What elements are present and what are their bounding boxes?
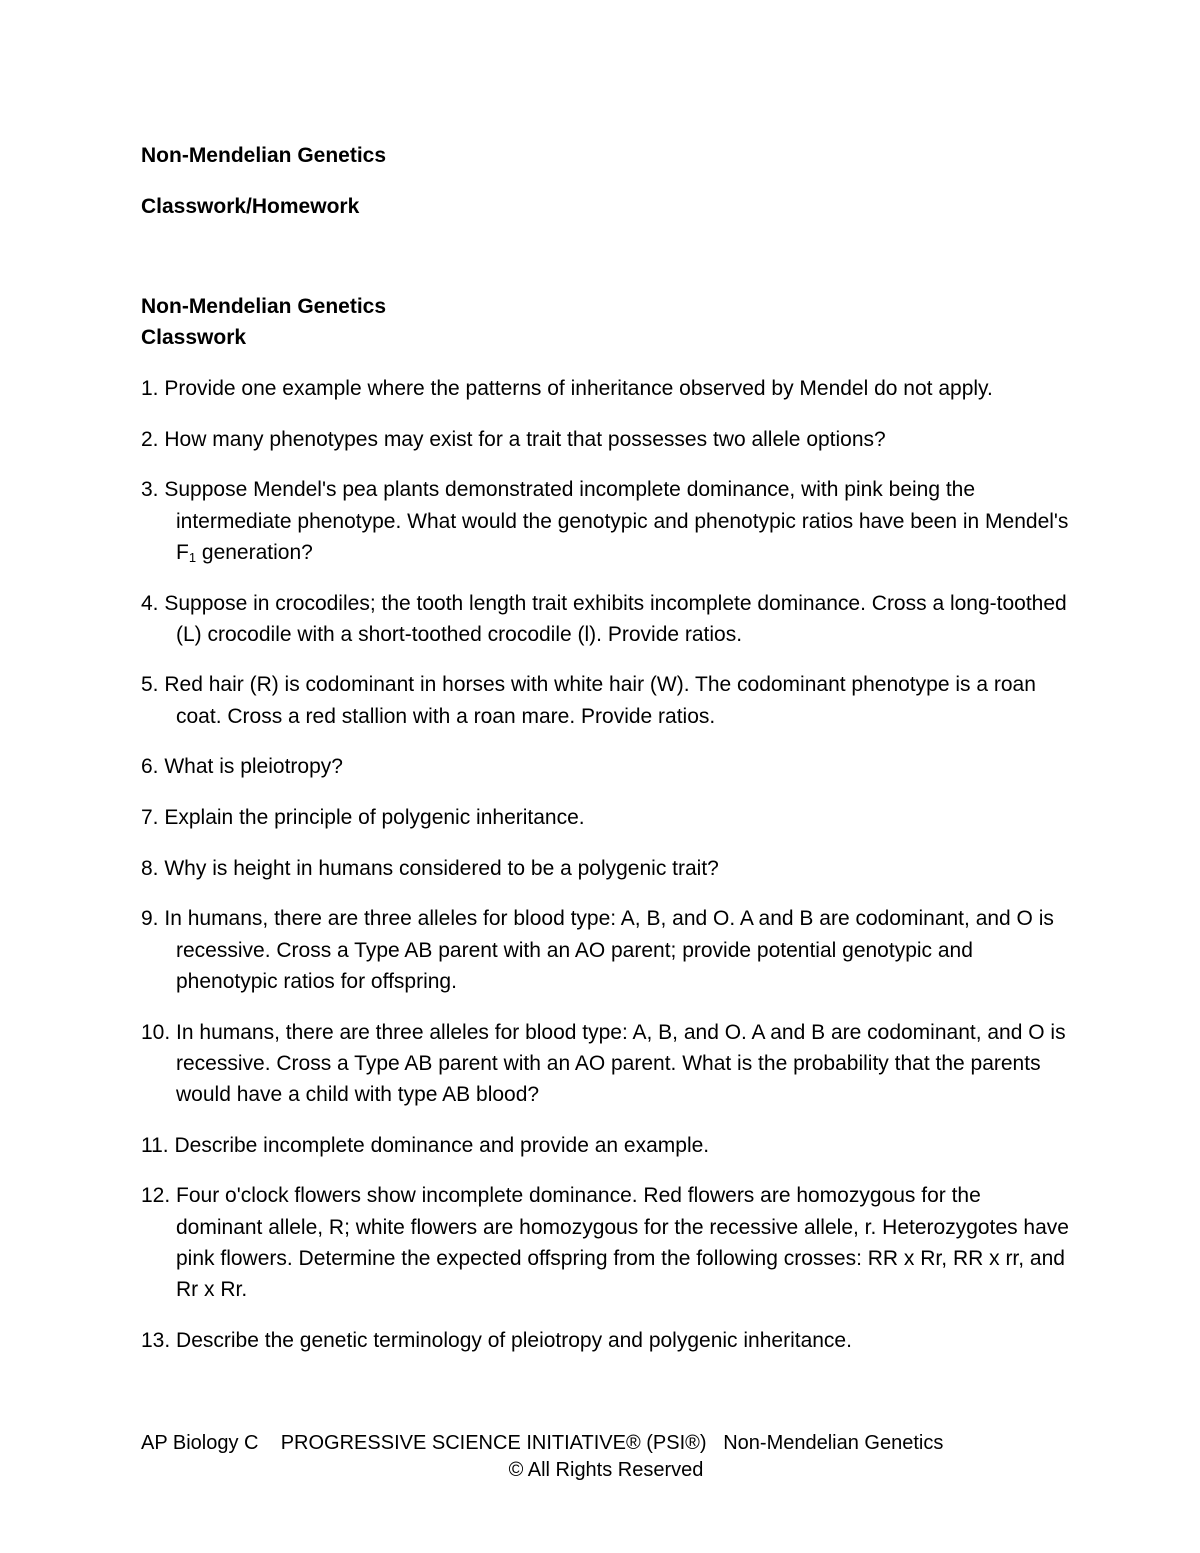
question-text: Describe the genetic terminology of pleiotropy and polygenic inheritance. [176, 1328, 852, 1352]
question-item [141, 1017, 1071, 1111]
question-item [141, 1325, 1071, 1356]
question-item [141, 853, 1071, 884]
question-text: Explain the principle of polygenic inheritance. [164, 806, 585, 830]
question-item [141, 424, 1071, 455]
question-number: 2. [141, 427, 159, 451]
question-text: Red hair (R) is codominant in horses with white hair (W). The codominant phenotype is a roan coat. Cross a red stallion with a roan mare. Provide ratios. [164, 673, 1036, 728]
question-item [141, 802, 1071, 833]
question-text: Suppose in crocodiles; the tooth length trait exhibits incomplete dominance. Cross a long-toothed (L) crocodile with a short-toothed crocodile (l). Provide ratios. [164, 591, 1067, 646]
question-item [141, 474, 1071, 568]
question-text: Provide one example where the patterns of inheritance observed by Mendel do not apply. [164, 377, 993, 400]
footer-unit: Non-Mendelian Genetics [723, 1432, 944, 1454]
question-item [141, 751, 1071, 782]
question-number: 3. [141, 478, 159, 502]
question-text: Four o'clock flowers show incomplete dominance. Red flowers are homozygous for the dominant allele, R; white flowers are homozygous for the recessive allele, r. Heterozygotes have pink flowers. Determine the expected offspring from the following crosses: RR x Rr, RR x rr, and Rr x Rr. [176, 1184, 1069, 1301]
question-text: In humans, there are three alleles for blood type: A, B, and O. A and B are codominant, and O is recessive. Cross a Type AB parent with an AO parent. What is the probability that the parents would have a child with type AB blood? [176, 1020, 1066, 1106]
question-number: 12. [141, 1184, 171, 1208]
question-item [141, 669, 1071, 731]
subscript: 1 [188, 549, 197, 565]
footer-line [141, 1430, 1061, 1457]
question-list [141, 373, 1071, 1375]
question-text: In humans, there are three alleles for blood type: A, B, and O. A and B are codominant, and O is recessive. Cross a Type AB parent with an AO parent; provide potential genotypic and phenotypic ratios for offspring. [164, 907, 1054, 993]
page-footer [141, 1430, 1061, 1484]
question-number: 11. [141, 1133, 169, 1157]
footer-copyright: © All Rights Reserved [508, 1459, 704, 1481]
question-text-continued: generation? [196, 540, 313, 564]
footer-organization: PROGRESSIVE SCIENCE INITIATIVE® (PSI®) [280, 1432, 707, 1454]
question-number: 5. [141, 673, 159, 697]
question-number: 4. [141, 591, 159, 615]
question-item [141, 588, 1071, 650]
question-number: 1. [141, 377, 159, 400]
section-title: Non-Mendelian Genetics [141, 295, 387, 318]
question-text: How many phenotypes may exist for a trait that possesses two allele options? [164, 427, 886, 451]
question-number: 13. [141, 1328, 171, 1352]
question-item [141, 373, 1071, 404]
question-number: 6. [141, 755, 159, 779]
question-text: Why is height in humans considered to be a polygenic trait? [164, 856, 719, 880]
question-number: 8. [141, 856, 159, 880]
question-text: Suppose Mendel's pea plants demonstrated incomplete dominance, with pink being the intermediate phenotype. What would the genotypic and phenotypic ratios have been in Mendel's F [164, 478, 1069, 564]
question-number: 7. [141, 806, 159, 830]
question-text: What is pleiotropy? [164, 755, 343, 779]
question-item [141, 903, 1071, 997]
question-item [141, 1180, 1071, 1305]
footer-course: AP Biology C [141, 1432, 259, 1454]
section-subtitle: Classwork [141, 326, 247, 349]
question-item [141, 1130, 1071, 1161]
question-number: 9. [141, 907, 159, 931]
question-text: Describe incomplete dominance and provide an example. [174, 1133, 710, 1157]
document-subtitle: Classwork/Homework [141, 195, 360, 218]
document-title: Non-Mendelian Genetics [141, 144, 387, 167]
question-number: 10. [141, 1020, 171, 1044]
